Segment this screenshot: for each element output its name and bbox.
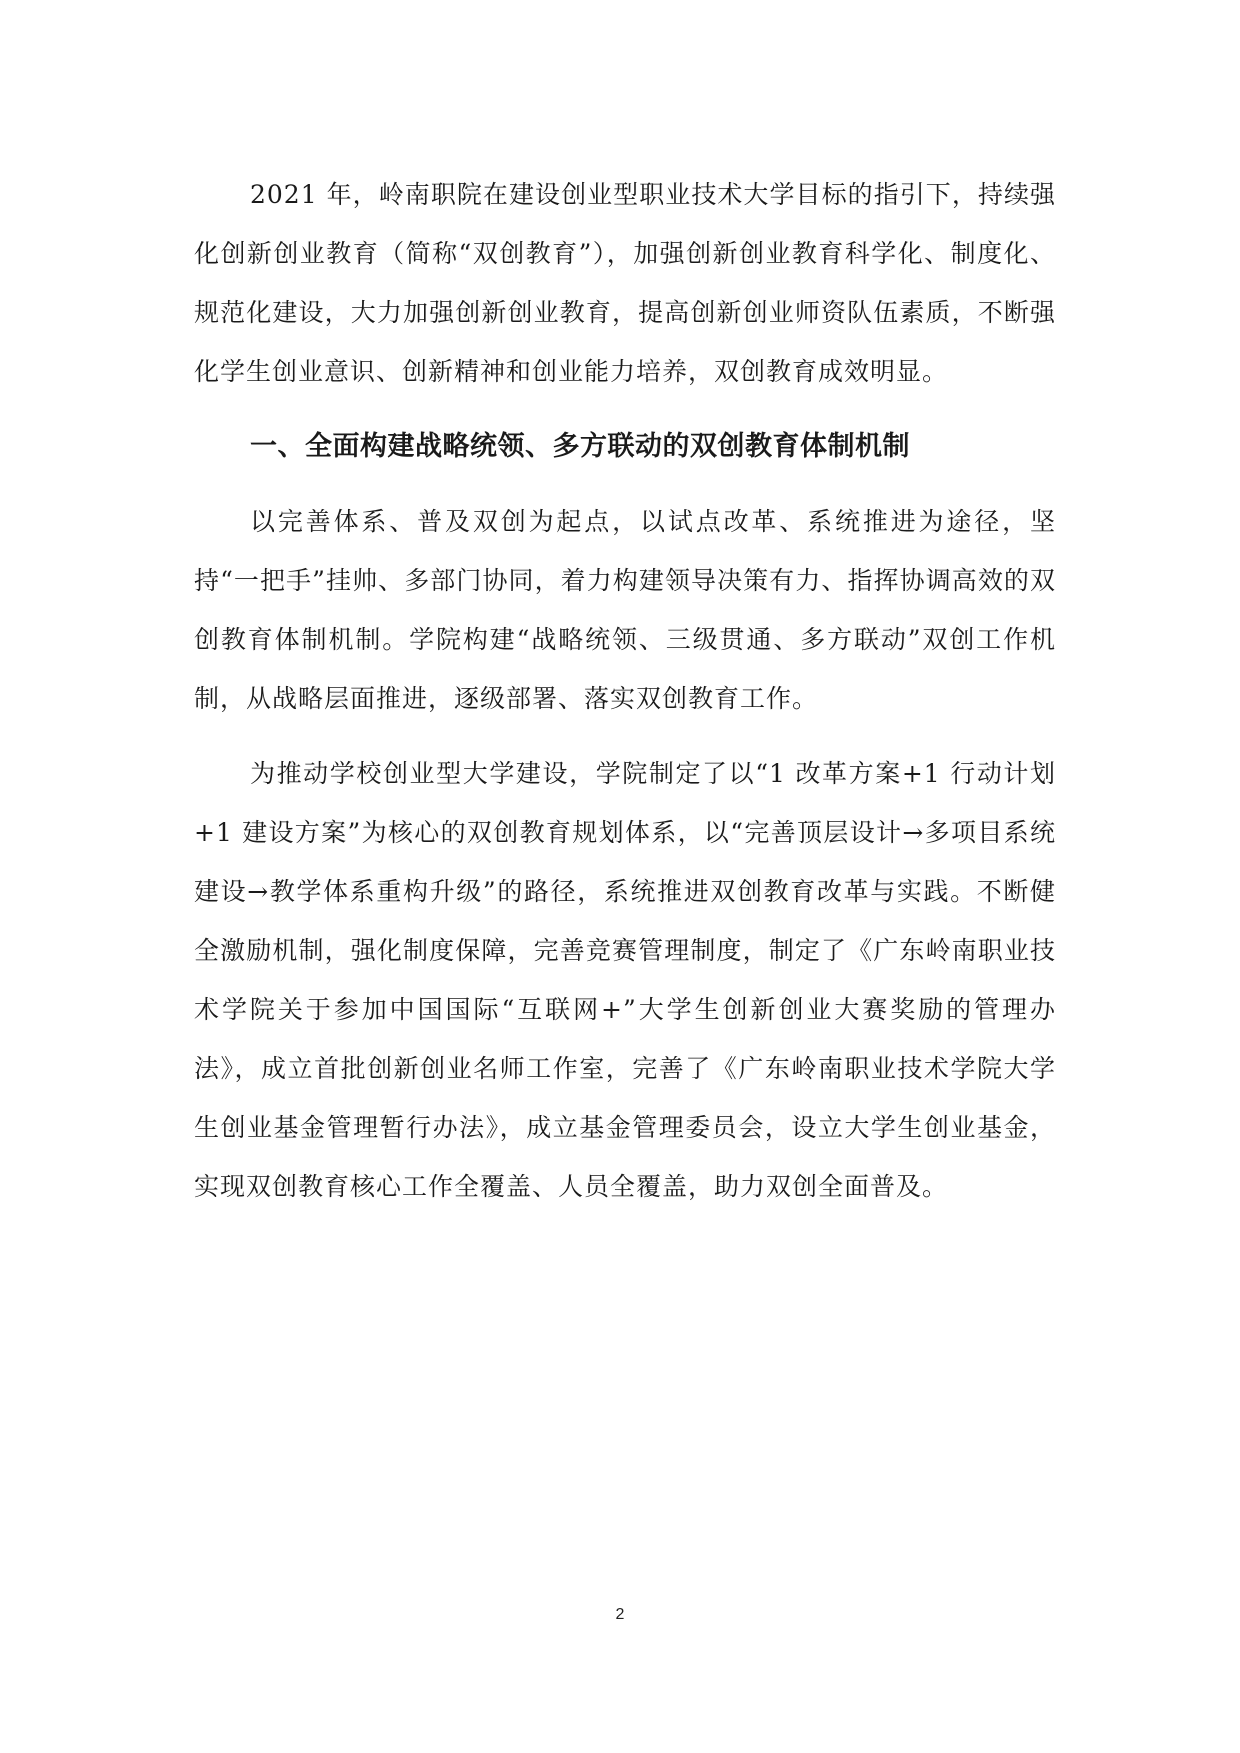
intro-paragraph: 2021 年，岭南职院在建设创业型职业技术大学目标的指引下，持续强化创新创业教育（简称“双创教育”），加强创新创业教育科学化、制度化、规范化建设，大力加强创新创业教育，提高创新创业师资队伍素质，不断强化学生创业意识、创新精神和创业能力培养，双创教育成效明显。 [194, 180, 1056, 386]
page-content [194, 165, 1056, 1232]
page-number: 2 [615, 1606, 625, 1623]
body-paragraph-planning: 为推动学校创业型大学建设，学院制定了以“1 改革方案+1 行动计划+1 建设方案”为核心的双创教育规划体系，以“完善顶层设计→多项目系统建设→教学体系重构升级”的路径，系统推进双创教育改革与实践。不断健全激励机制，强化制度保障，完善竞赛管理制度，制定了《广东岭南职业技术学院关于参加中国国际“互联网+”大学生创新创业大赛奖励的管理办法》，成立首批创新创业名师工作室，完善了《广东岭南职业技术学院大学生创业基金管理暂行办法》，成立基金管理委员会，设立大学生创业基金，实现双创教育核心工作全覆盖、人员全覆盖，助力双创全面普及。 [194, 759, 1056, 1201]
body-paragraph-mechanism: 以完善体系、普及双创为起点，以试点改革、系统推进为途径，坚持“一把手”挂帅、多部门协同，着力构建领导决策有力、指挥协调高效的双创教育体制机制。学院构建“战略统领、三级贯通、多方联动”双创工作机制，从战略层面推进，逐级部署、落实双创教育工作。 [194, 507, 1056, 713]
section-heading: 一、全面构建战略统领、多方联动的双创教育体制机制 [250, 431, 910, 462]
